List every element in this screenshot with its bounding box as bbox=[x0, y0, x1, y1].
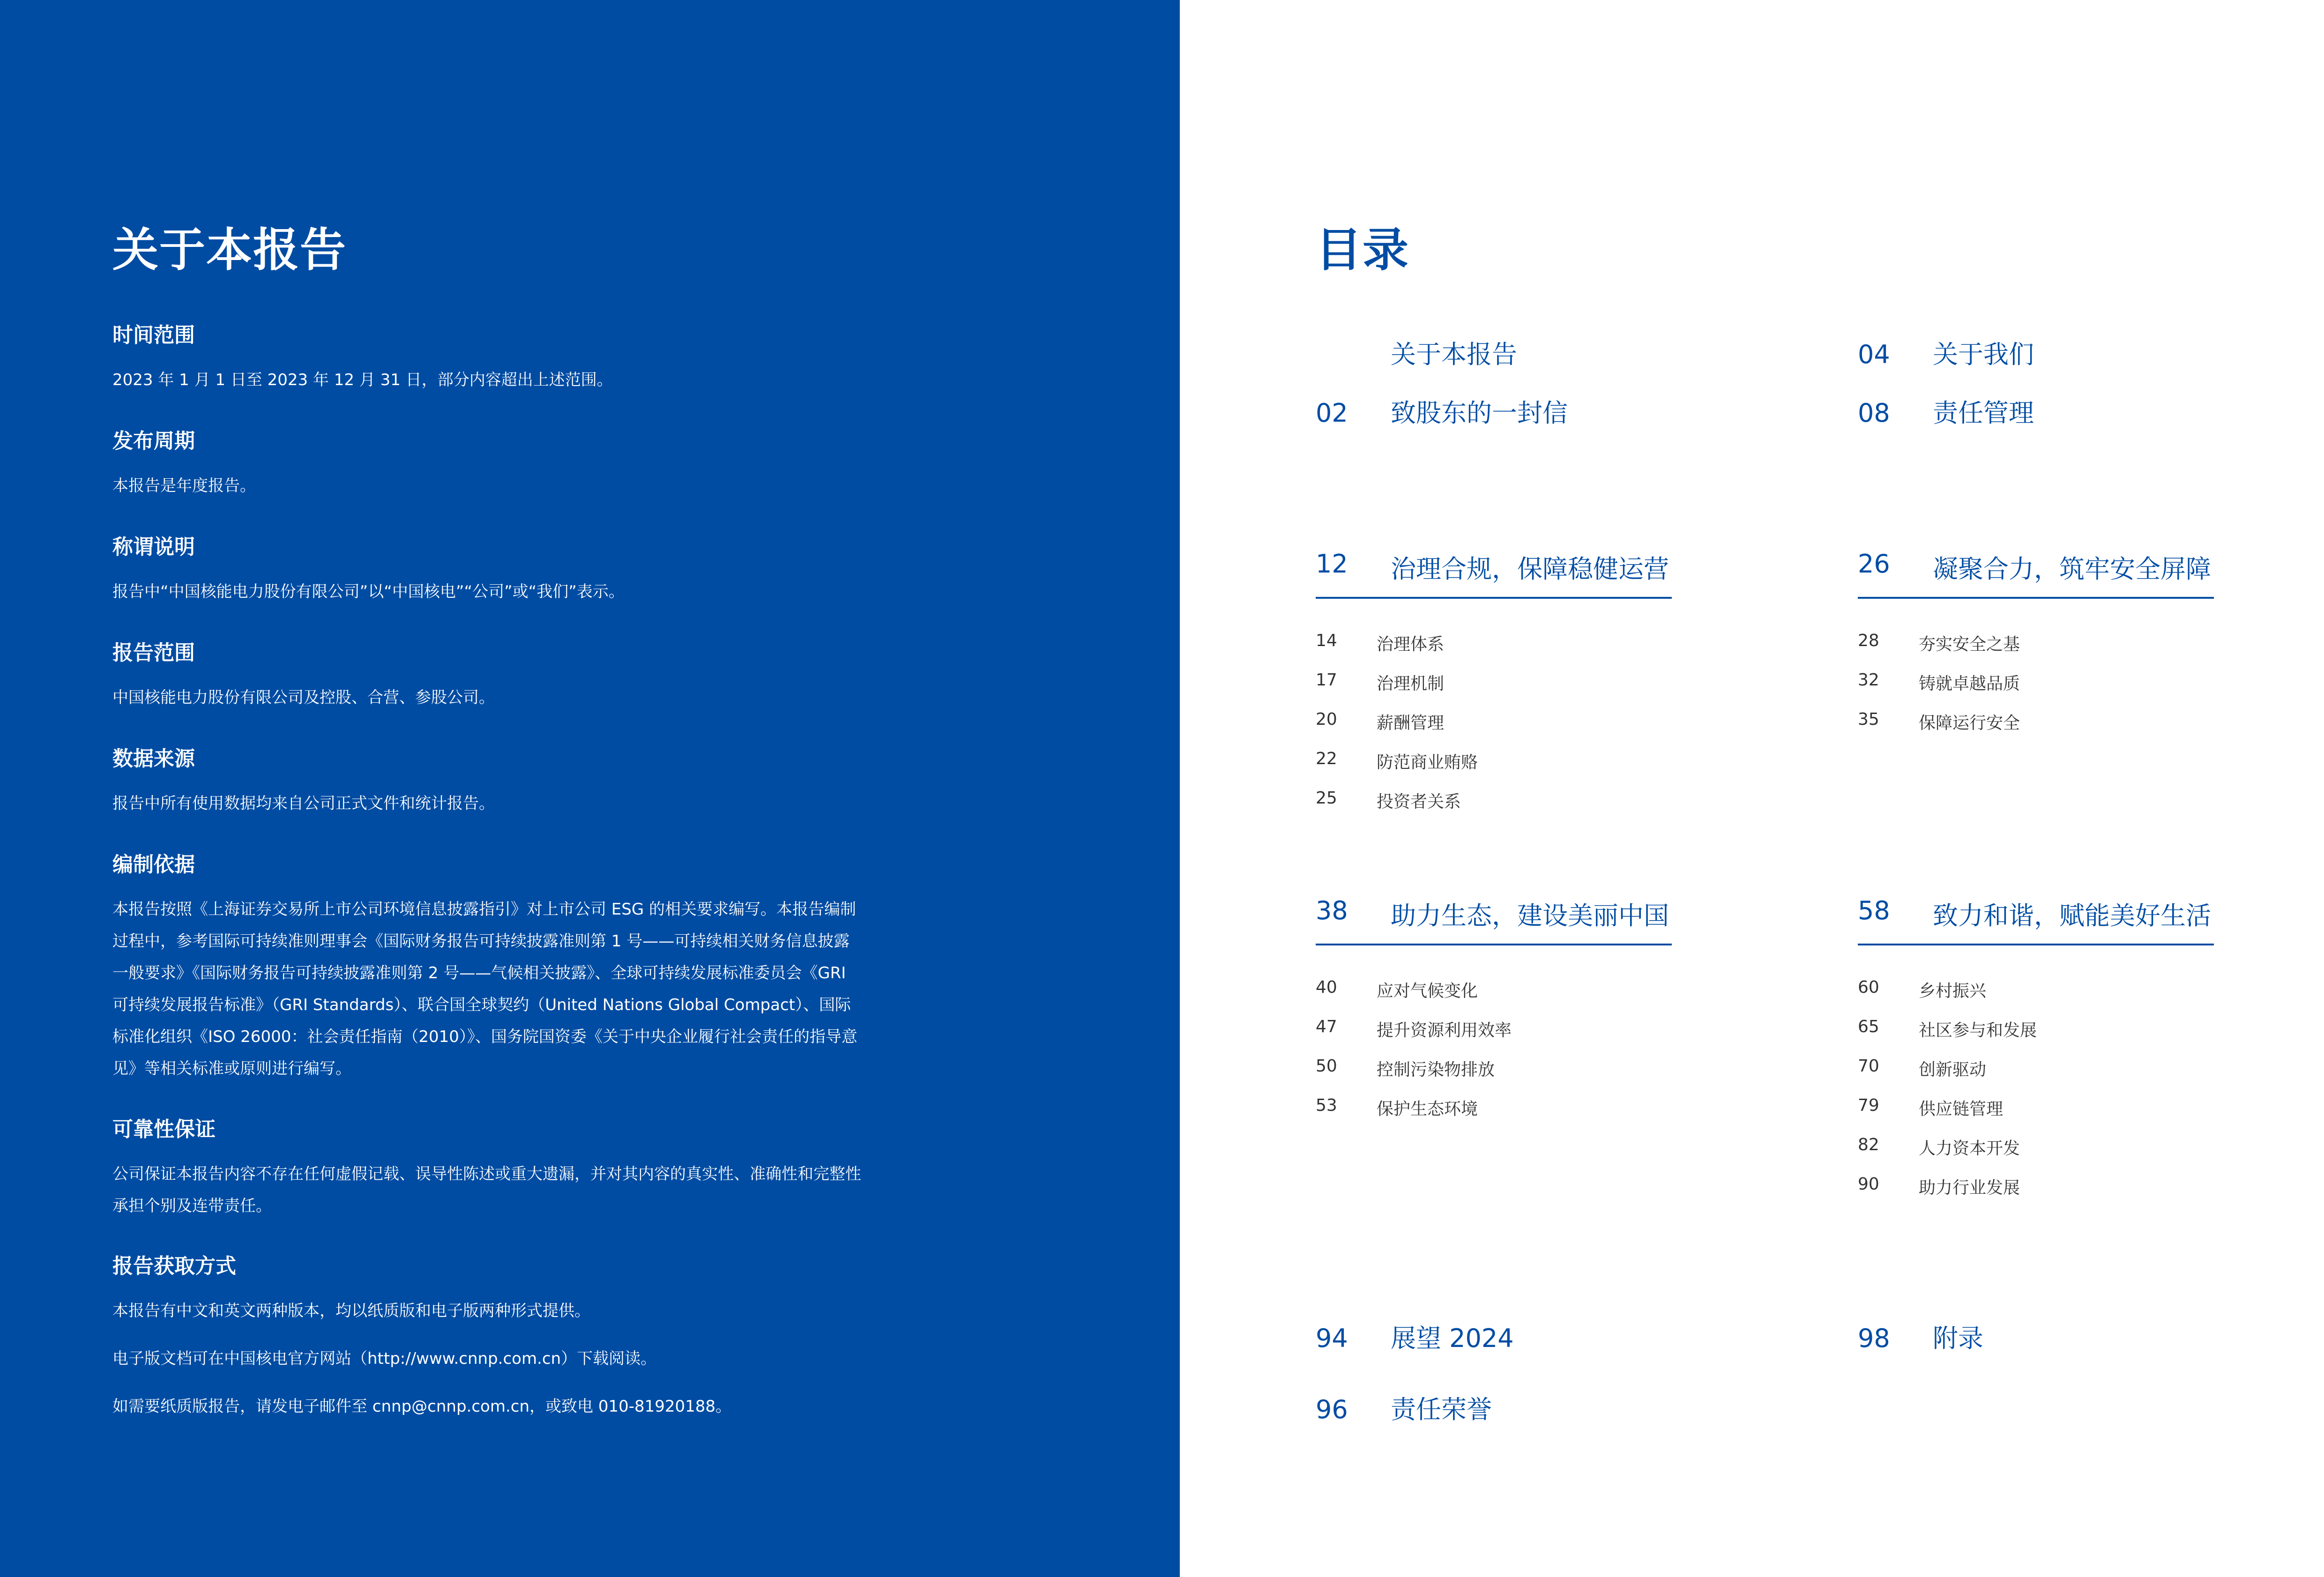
item-page: 22 bbox=[1316, 749, 1337, 768]
item-page: 50 bbox=[1316, 1056, 1337, 1076]
chapter-page: 58 bbox=[1858, 896, 1890, 925]
section-text: 2023 年 1 月 1 日至 2023 年 12 月 31 日，部分内容超出上述范围。 bbox=[112, 370, 613, 389]
section-text: 本报告是年度报告。 bbox=[112, 476, 256, 495]
chapter-label: 凝聚合力，筑牢安全屏障 bbox=[1933, 554, 2211, 584]
item-page: 65 bbox=[1858, 1017, 1879, 1036]
item-label: 治理机制 bbox=[1377, 674, 1445, 693]
item-page: 14 bbox=[1316, 631, 1337, 650]
section-basis bbox=[112, 853, 862, 1085]
item-page: 60 bbox=[1858, 978, 1879, 997]
section-text: 中国核能电力股份有限公司及控股、合营、参股公司。 bbox=[112, 688, 495, 707]
toc-entry-label: 展望 2024 bbox=[1391, 1324, 1514, 1353]
section-heading: 发布周期 bbox=[112, 429, 195, 453]
chapter-divider bbox=[1858, 944, 2214, 945]
toc-entry-page: 02 bbox=[1316, 398, 1348, 428]
item-label: 保护生态环境 bbox=[1377, 1100, 1478, 1119]
section-heading: 报告获取方式 bbox=[112, 1254, 236, 1278]
toc-entry-label: 责任荣誉 bbox=[1391, 1395, 1492, 1424]
item-page: 53 bbox=[1316, 1096, 1337, 1115]
section-text: 电子版文档可在中国核电官方网站（http://www.cnnp.com.cn）下载阅读。 bbox=[112, 1349, 657, 1368]
toc-entry-page: 96 bbox=[1316, 1395, 1348, 1424]
section-heading: 数据来源 bbox=[112, 747, 195, 771]
item-label: 助力行业发展 bbox=[1919, 1178, 2020, 1198]
section-text: 本报告按照《上海证券交易所上市公司环境信息披露指引》对上市公司 ESG 的相关要求编写。本报告编制过程中，参考国际可持续准则理事会《国际财务报告可持续披露准则第 1 号——可持续相关财务信息披露一般要求》《国际财务报告可持续披露准则第 2 号——气候相关披露》、全球可持续发展标准委员会《GRI 可持续发展报告标准》（GRI Standards）、联合国全球契约（United Nations Global Compact）、国际标准化组织《ISO 26000：社会责任指南（2010）》、国务院国资委《关于中央企业履行社会责任的指导意见》等相关标准或原则进行编写。 bbox=[112, 900, 857, 1078]
section-naming bbox=[112, 535, 862, 608]
item-label: 控制污染物排放 bbox=[1377, 1060, 1495, 1079]
item-label: 防范商业贿赂 bbox=[1377, 753, 1478, 772]
item-label: 铸就卓越品质 bbox=[1919, 674, 2020, 693]
section-heading: 可靠性保证 bbox=[112, 1117, 216, 1141]
toc-entry-label: 责任管理 bbox=[1933, 398, 2034, 428]
chapter-page: 26 bbox=[1858, 549, 1890, 579]
item-page: 28 bbox=[1858, 631, 1879, 650]
about-title: 关于本报告 bbox=[112, 223, 347, 277]
item-page: 17 bbox=[1316, 670, 1337, 690]
section-heading: 称谓说明 bbox=[112, 535, 195, 559]
item-label: 提升资源利用效率 bbox=[1377, 1021, 1512, 1040]
section-heading: 编制依据 bbox=[112, 853, 195, 877]
toc-entry-label: 附录 bbox=[1933, 1324, 1983, 1353]
section-text: 报告中所有使用数据均来自公司正式文件和统计报告。 bbox=[112, 794, 495, 813]
item-page: 47 bbox=[1316, 1017, 1337, 1036]
toc-entry-label: 关于本报告 bbox=[1391, 340, 1517, 369]
item-page: 40 bbox=[1316, 978, 1337, 997]
chapter-label: 致力和谐，赋能美好生活 bbox=[1933, 901, 2211, 930]
toc-chapter-heading[interactable] bbox=[1316, 549, 1672, 584]
item-label: 应对气候变化 bbox=[1377, 982, 1478, 1001]
section-text: 如需要纸质版报告，请发电子邮件至 cnnp@cnnp.com.cn，或致电 010-81920188。 bbox=[112, 1397, 732, 1416]
item-label: 治理体系 bbox=[1377, 635, 1445, 654]
item-page: 35 bbox=[1858, 710, 1879, 729]
toc-entry-page: 94 bbox=[1316, 1324, 1348, 1353]
section-text: 报告中“中国核能电力股份有限公司”以“中国核电”“公司”或“我们”表示。 bbox=[112, 582, 625, 601]
chapter-page: 12 bbox=[1316, 549, 1348, 579]
toc-entry-page: 04 bbox=[1858, 340, 1890, 369]
item-label: 供应链管理 bbox=[1919, 1100, 2004, 1119]
toc-entry-page: 98 bbox=[1858, 1324, 1890, 1353]
chapter-label: 助力生态，建设美丽中国 bbox=[1391, 901, 1669, 930]
chapter-label: 治理合规，保障稳健运营 bbox=[1391, 554, 1669, 584]
item-label: 社区参与和发展 bbox=[1919, 1021, 2037, 1040]
item-label: 投资者关系 bbox=[1377, 792, 1461, 811]
item-page: 90 bbox=[1858, 1175, 1879, 1194]
section-text: 本报告有中文和英文两种版本，均以纸质版和电子版两种形式提供。 bbox=[112, 1301, 590, 1320]
item-label: 保障运行安全 bbox=[1919, 714, 2020, 733]
item-page: 79 bbox=[1858, 1096, 1879, 1115]
toc-chapter-heading[interactable] bbox=[1316, 896, 1672, 930]
chapter-divider bbox=[1316, 944, 1672, 945]
toc-entry-page: 08 bbox=[1858, 398, 1890, 428]
chapter-divider bbox=[1858, 597, 2214, 599]
section-heading: 时间范围 bbox=[112, 323, 195, 347]
item-page: 20 bbox=[1316, 710, 1337, 729]
toc-title: 目录 bbox=[1316, 223, 1410, 277]
section-scope bbox=[112, 641, 862, 714]
item-label: 薪酬管理 bbox=[1377, 714, 1445, 733]
toc-chapter bbox=[1316, 896, 1672, 1119]
toc-chapter bbox=[1858, 549, 2214, 733]
item-label: 乡村振兴 bbox=[1919, 982, 1987, 1001]
toc-chapter-heading[interactable] bbox=[1858, 896, 2214, 930]
item-page: 32 bbox=[1858, 670, 1879, 690]
section-heading: 报告范围 bbox=[112, 641, 195, 665]
toc-chapter bbox=[1316, 549, 1672, 811]
item-page: 82 bbox=[1858, 1135, 1879, 1154]
section-time-range bbox=[112, 323, 862, 396]
item-label: 夯实安全之基 bbox=[1919, 635, 2020, 654]
chapter-page: 38 bbox=[1316, 896, 1348, 925]
section-data-source bbox=[112, 747, 862, 819]
toc-entry-label: 关于我们 bbox=[1933, 340, 2034, 369]
item-page: 70 bbox=[1858, 1056, 1879, 1076]
toc-chapter-heading[interactable] bbox=[1858, 549, 2214, 584]
section-text: 公司保证本报告内容不存在任何虚假记载、误导性陈述或重大遗漏，并对其内容的真实性、准确性和完整性承担个别及连带责任。 bbox=[112, 1164, 861, 1215]
section-publish-cycle bbox=[112, 429, 862, 502]
section-reliability bbox=[112, 1117, 862, 1222]
item-page: 25 bbox=[1316, 788, 1337, 808]
item-label: 人力资本开发 bbox=[1919, 1139, 2020, 1158]
item-label: 创新驱动 bbox=[1919, 1060, 1987, 1079]
toc-entry-label: 致股东的一封信 bbox=[1391, 398, 1568, 428]
toc-chapter bbox=[1858, 896, 2214, 1198]
chapter-divider bbox=[1316, 597, 1672, 599]
section-access bbox=[112, 1254, 862, 1422]
